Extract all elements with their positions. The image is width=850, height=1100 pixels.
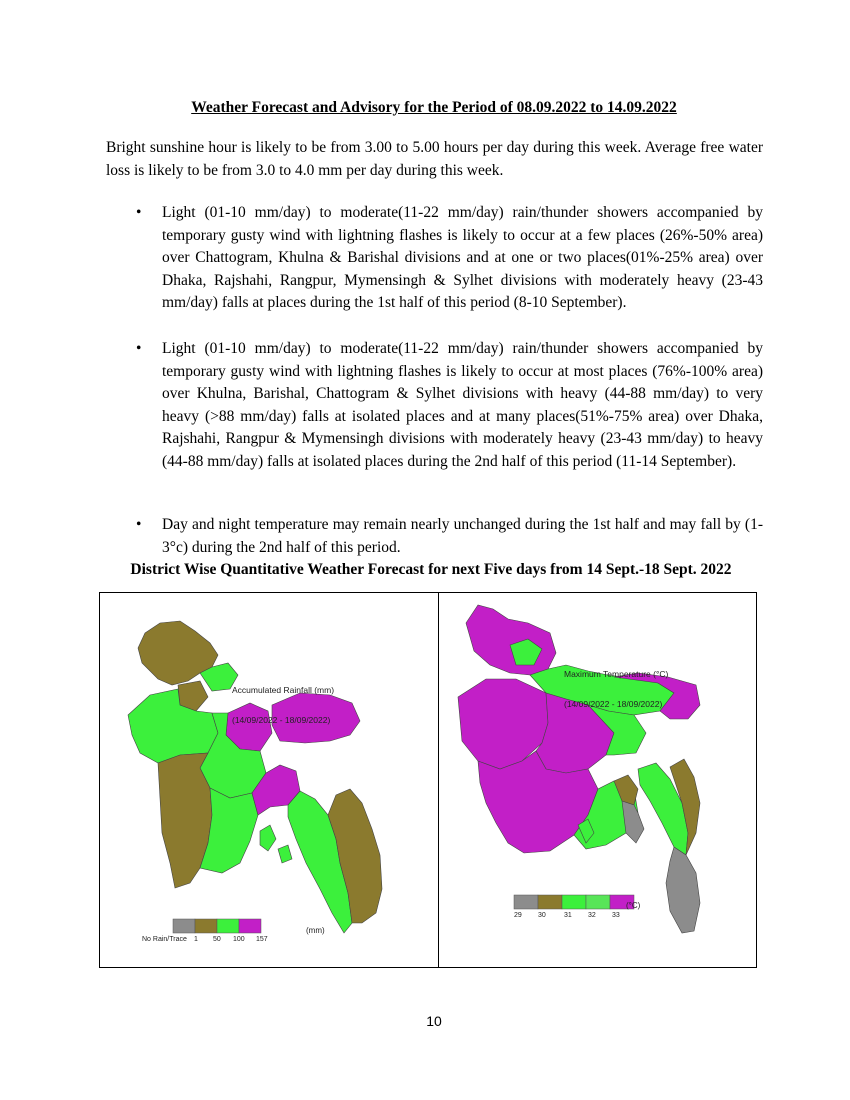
legend-label: 32 [588,912,596,919]
temperature-legend [514,895,634,909]
legend-label: 1 [194,936,198,943]
forecast-subtitle: District Wise Quantitative Weather Forecast for next Five days from 14 Sept.-18 Sept. 2022 [130,561,732,578]
legend-label: 157 [256,936,268,943]
temperature-title-line1: Maximum Temperature (°C) [564,669,669,679]
temperature-map-title [564,649,668,729]
rainfall-map-panel [100,593,439,967]
forecast-maps-figure [99,592,757,968]
legend-label: 100 [233,936,245,943]
page-number: 10 [426,1013,442,1029]
legend-label: 29 [514,912,522,919]
legend-label: 30 [538,912,546,919]
temperature-title-line2: (14/09/2022 - 18/09/2022) [564,699,663,709]
temperature-map-panel [438,593,756,967]
legend-label: No Rain/Trace [142,936,187,943]
rainfall-unit: (mm) [306,926,325,935]
legend-label: 50 [213,936,221,943]
page-title: Weather Forecast and Advisory for the Period of 08.09.2022 to 14.09.2022 [191,99,677,116]
bullet-marker: • [136,204,142,221]
rainfall-title-line2: (14/09/2022 - 18/09/2022) [232,715,331,725]
temperature-unit: (°C) [626,901,641,910]
rainfall-title-line1: Accumulated Rainfall (mm) [232,685,335,695]
bullet-marker: • [136,340,142,357]
bullet-text: Light (01-10 mm/day) to moderate(11-22 mm/day) rain/thunder showers accompanied by temporary gusty wind with lightning flashes is likely to occur at most places (76%-100% area) over Khulna, Barishal, Chattogram & Sylhet divisions with heavy (44-88 mm/day) to very heavy (>88 mm/day) falls at isolated places and at many places(51%-75% area) over Dhaka, Rajshahi, Rangpur & Mymensingh divisions with moderately heavy (23-43 mm/day) to heavy (44-88 mm/day) falls at isolated places during the 2nd half of this period (11-14 September). [162,340,763,470]
legend-label: 33 [612,912,620,919]
bullet-text: Day and night temperature may remain nearly unchanged during the 1st half and may fall by (1- 3°c) during the 2nd half of this period. [162,516,763,556]
bullet-text: Light (01-10 mm/day) to moderate(11-22 mm/day) rain/thunder showers accompanied by temporary gusty wind with lightning flashes is likely to occur at a few places (26%-50% area) over Chattogram, Khulna & Barishal divisions and at one or two places(01%-25% area) over Dhaka, Rajshahi, Rangpur, Mymensingh & Sylhet divisions with moderately heavy (23-43 mm/day) falls at places during the 1st half of this period (8-10 September). [162,204,763,312]
rainfall-map [100,593,438,967]
intro-paragraph: Bright sunshine hour is likely to be from 3.00 to 5.00 hours per day during this week. Average free water loss is likely to be from 3.0 to 4.0 mm per day during this week. [106,139,763,179]
legend-label: 31 [564,912,572,919]
bullet-marker: • [136,516,142,533]
rainfall-map-title [232,665,334,745]
rainfall-legend [173,919,261,933]
